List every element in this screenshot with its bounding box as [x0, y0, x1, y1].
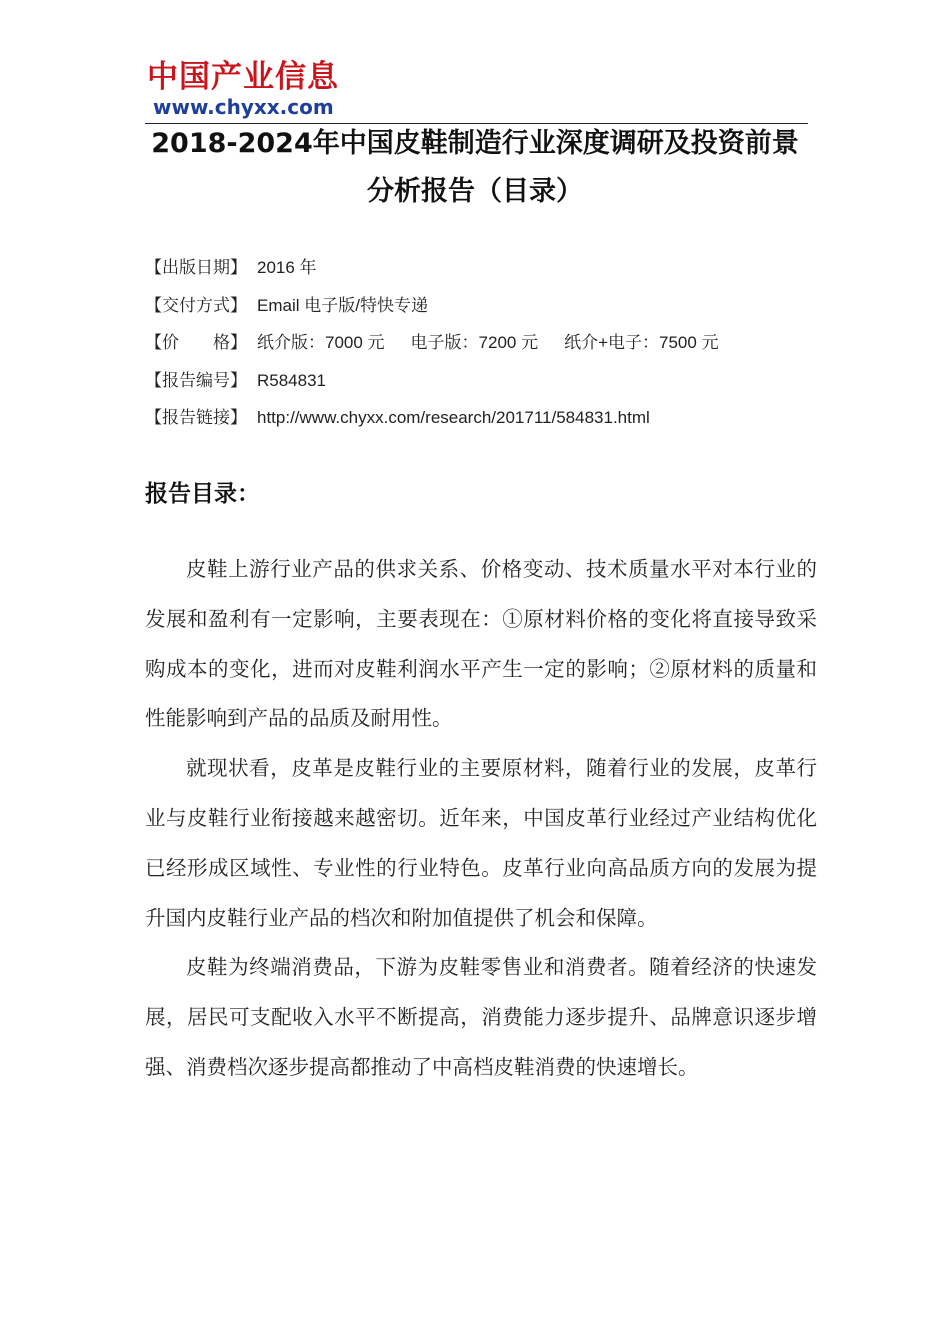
logo-name: 中国产业信息: [147, 59, 339, 95]
price-electronic: 电子版：7200 元: [410, 333, 539, 352]
meta-delivery: [145, 292, 825, 330]
report-body: [145, 545, 817, 1093]
report-meta: [145, 254, 825, 442]
logo: [145, 56, 355, 122]
report-link[interactable]: http://www.chyxx.com/research/201711/584831.html: [257, 408, 650, 427]
meta-label: 【交付方式】: [145, 295, 247, 316]
meta-value: Email 电子版/特快专递: [257, 295, 428, 315]
meta-label: 【出版日期】: [145, 258, 247, 278]
toc-heading: 报告目录：: [145, 481, 260, 507]
paragraph: 就现状看，皮革是皮鞋行业的主要原材料，随着行业的发展，皮革行业与皮鞋行业衔接越来越密切。近年来，中国皮革行业经过产业结构优化已经形成区域性、专业性的行业特色。皮革行业向高品质方向的发展为提升国内皮鞋行业产品的档次和附加值提供了机会和保障。: [145, 756, 817, 930]
logo-url: www.chyxx.com: [153, 95, 334, 119]
paragraph: 皮鞋上游行业产品的供求关系、价格变动、技术质量水平对本行业的发展和盈利有一定影响，主要表现在：①原材料价格的变化将直接导致采购成本的变化，进而对皮鞋利润水平产生一定的影响；②原材料的质量和性能影响到产品的品质及耐用性。: [145, 557, 817, 731]
price-paper: 纸介版：7000 元: [257, 333, 385, 352]
meta-label: 【价 格】: [145, 333, 247, 353]
meta-value: R584831: [257, 370, 327, 390]
report-title-line1: 2018-2024年中国皮鞋制造行业深度调研及投资前景: [151, 128, 799, 159]
meta-publish-date: [145, 254, 825, 292]
meta-label: 【报告编号】: [145, 370, 247, 391]
report-title: [135, 120, 815, 216]
meta-label: 【报告链接】: [145, 408, 247, 428]
meta-value: 2016 年: [257, 258, 317, 277]
price-combo: 纸介+电子：7500 元: [564, 333, 719, 352]
meta-report-id: [145, 367, 825, 405]
report-title-line2: 分析报告（目录）: [367, 176, 583, 207]
meta-price: [145, 329, 825, 367]
meta-report-link: [145, 404, 825, 442]
paragraph: 皮鞋为终端消费品，下游为皮鞋零售业和消费者。随着经济的快速发展，居民可支配收入水平不断提高，消费能力逐步提升、品牌意识逐步增强、消费档次逐步提高都推动了中高档皮鞋消费的快速增长。: [145, 955, 817, 1079]
